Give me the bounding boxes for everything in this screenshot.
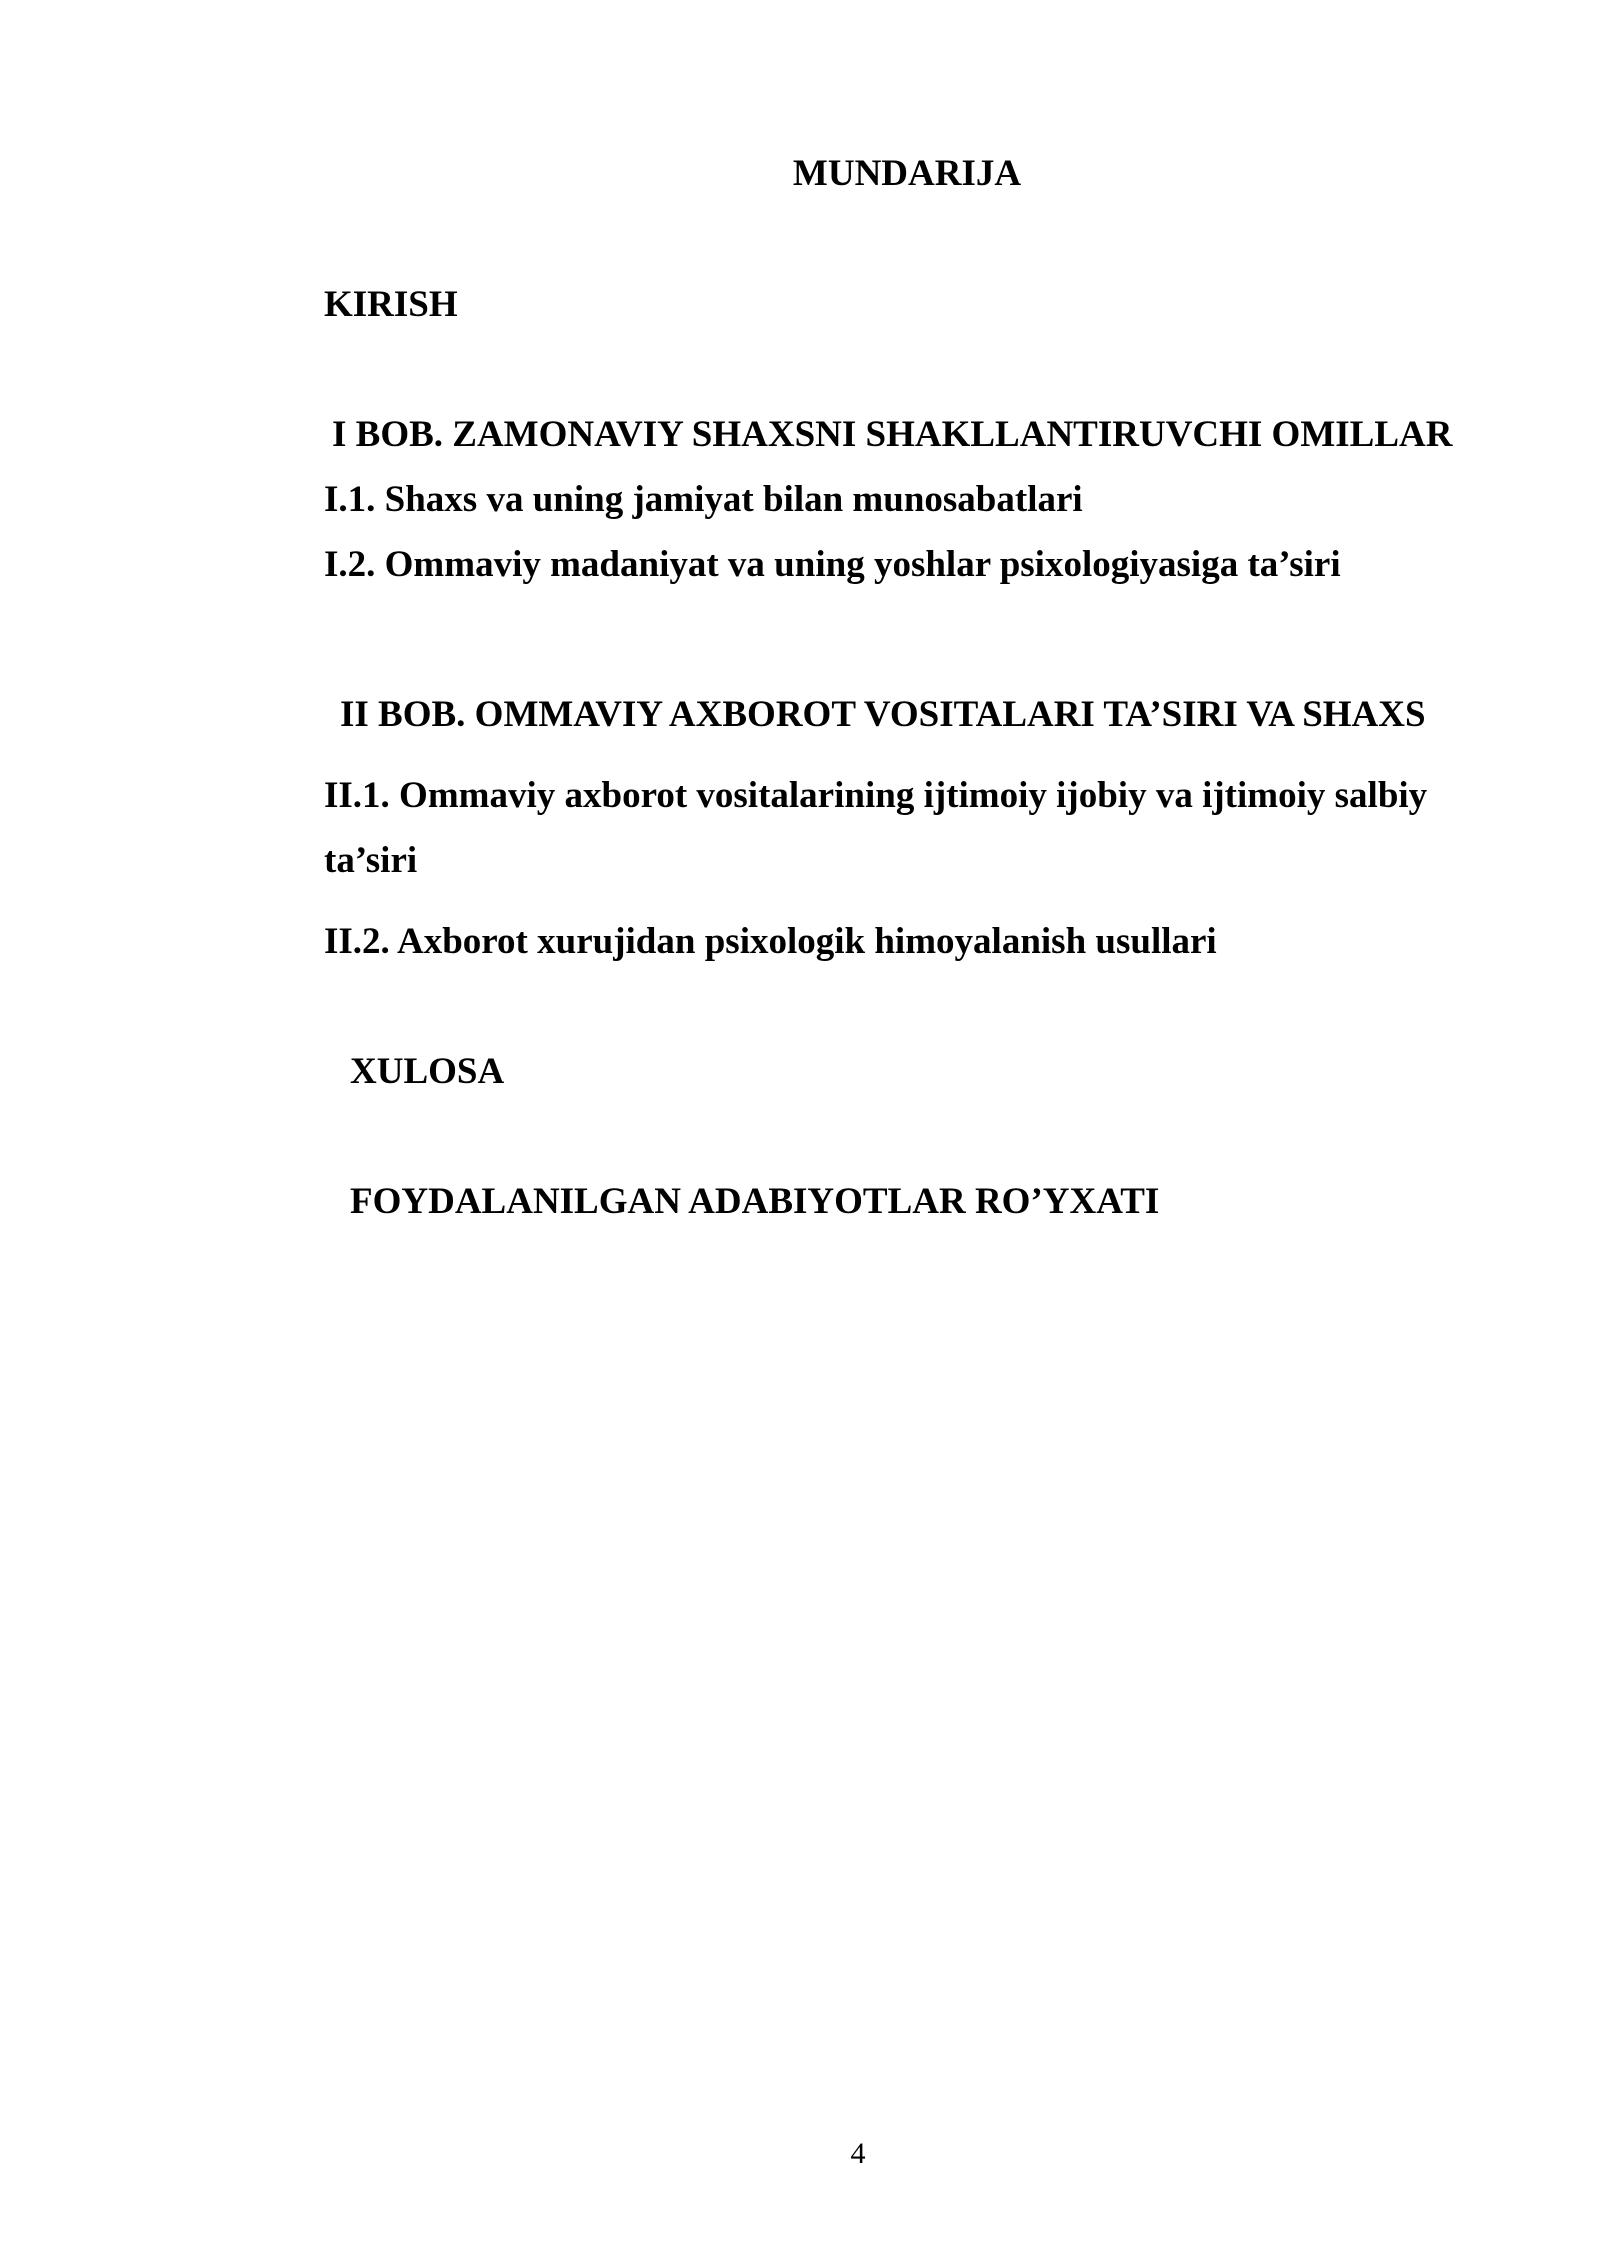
toc-entry-conclusion: XULOSA (350, 1051, 505, 1092)
toc-entry-intro: KIRISH (324, 284, 458, 325)
toc-entry-chapter-1: I BOB. ZAMONAVIY SHAXSNI SHAKLLANTIRUVCHI OMILLAR (332, 414, 1453, 455)
toc-entry-references: FOYDALANILGAN ADABIYOTLAR RO’YXATI (350, 1181, 1160, 1222)
toc-entry-section-2-1-continued: ta’siri (324, 840, 418, 881)
page-number: 4 (850, 2137, 866, 2170)
toc-entry-section-1-1: I.1. Shaxs va uning jamiyat bilan munosabatlari (324, 479, 1083, 520)
toc-title: MUNDARIJA (792, 153, 1022, 194)
toc-entry-chapter-2: II BOB. OMMAVIY AXBOROT VOSITALARI TA’SIRI VA SHAXS (340, 694, 1426, 735)
toc-entry-section-2-1: II.1. Ommaviy axborot vositalarining ijtimoiy ijobiy va ijtimoiy salbiy (324, 775, 1428, 816)
toc-entry-section-2-2: II.2. Axborot xurujidan psixologik himoyalanish usullari (324, 921, 1217, 962)
toc-entry-section-1-2: I.2. Ommaviy madaniyat va uning yoshlar psixologiyasiga ta’siri (324, 544, 1341, 585)
